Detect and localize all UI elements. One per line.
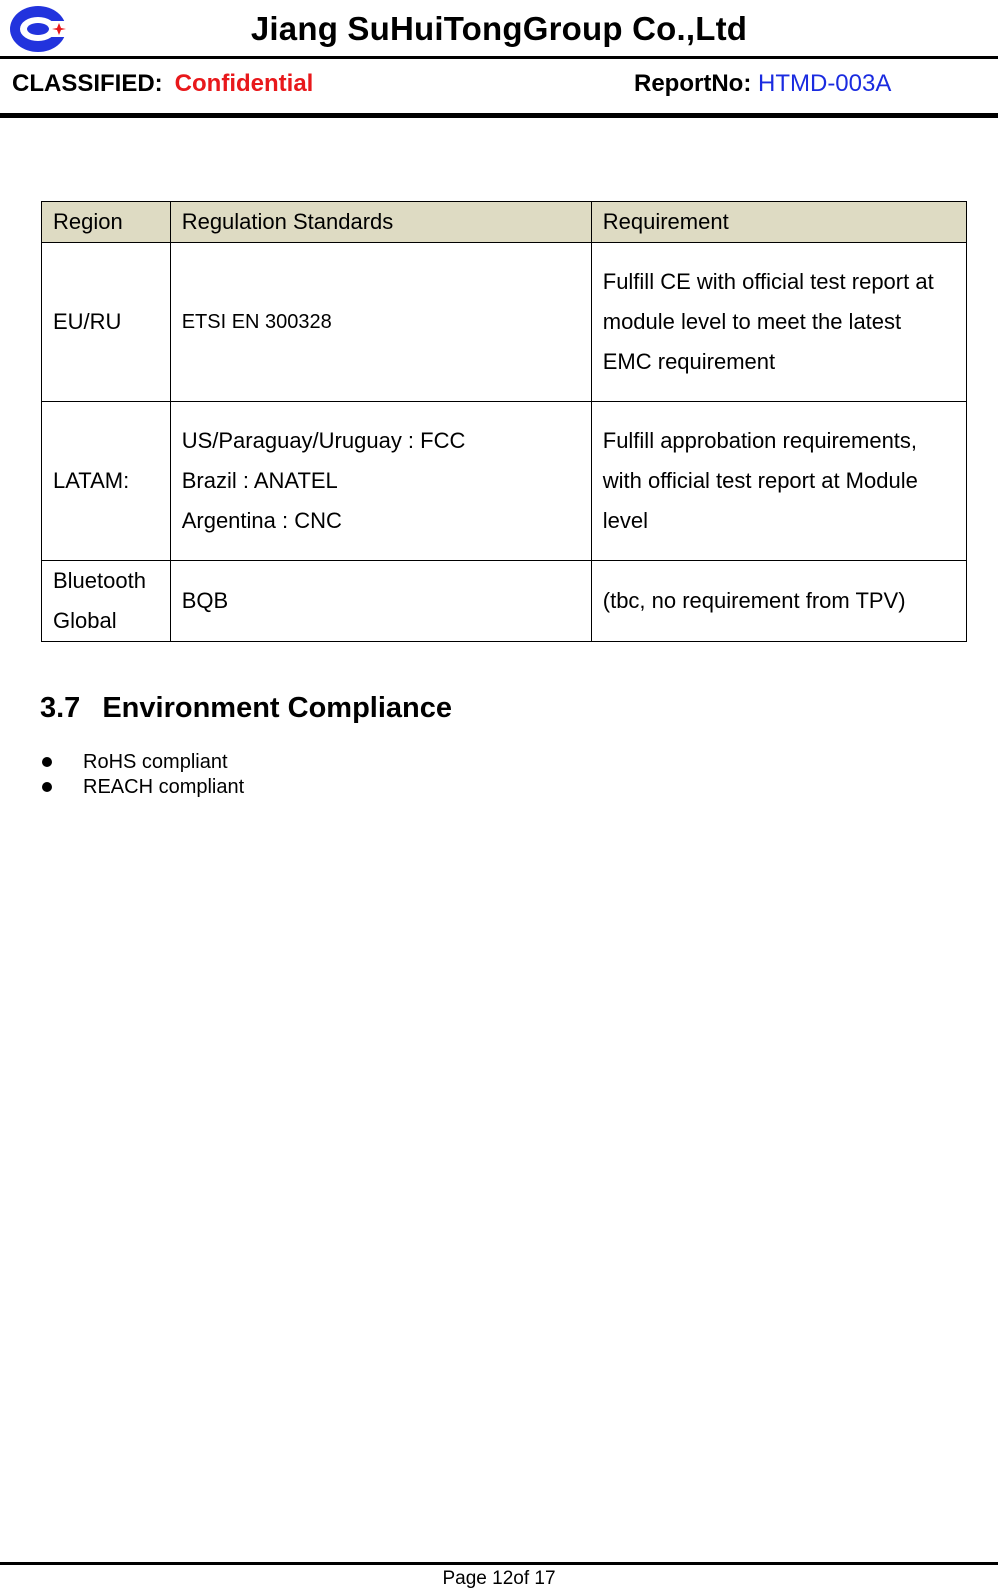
header-rule	[0, 56, 998, 59]
section-number: 3.7	[40, 692, 81, 724]
list-item-label: RoHS compliant	[83, 751, 228, 773]
list-item-label: REACH compliant	[83, 776, 245, 798]
cell-standards: ETSI EN 300328	[170, 243, 591, 402]
cell-region: LATAM:	[42, 402, 171, 561]
table-header-row	[42, 202, 967, 243]
header-rule-thick	[0, 113, 998, 118]
section-title: Environment Compliance	[102, 692, 452, 724]
list-item	[40, 775, 244, 800]
report-label: ReportNo:	[634, 70, 752, 97]
classification	[12, 70, 313, 98]
cell-region: Bluetooth Global	[42, 561, 171, 642]
section-heading	[40, 692, 452, 725]
cell-standards: BQB	[170, 561, 591, 642]
table-row	[42, 243, 967, 402]
table-row	[42, 402, 967, 561]
header-requirement: Requirement	[591, 202, 966, 243]
company-name: Jiang SuHuiTongGroup Co.,Ltd	[250, 10, 748, 47]
bullet-icon	[42, 757, 52, 767]
standard-line: Argentina : CNC	[181, 508, 342, 533]
cell-requirement: (tbc, no requirement from TPV)	[591, 561, 966, 642]
report-value: HTMD-003A	[758, 70, 892, 97]
bullet-icon	[42, 782, 52, 792]
cell-requirement: Fulfill CE with official test report at module level to meet the latest EMC requirement	[591, 243, 966, 402]
table-row	[42, 561, 967, 642]
classified-label: CLASSIFIED:	[12, 70, 163, 97]
cell-region: EU/RU	[42, 243, 171, 402]
header-standards: Regulation Standards	[170, 202, 591, 243]
cell-requirement: Fulfill approbation requirements, with official test report at Module level	[591, 402, 966, 561]
standard-line: Brazil : ANATEL	[181, 468, 338, 493]
page-number: Page 12of 17	[442, 1568, 556, 1589]
standard-line: US/Paraguay/Uruguay : FCC	[181, 428, 466, 453]
compliance-list	[40, 750, 244, 800]
header-region: Region	[42, 202, 171, 243]
classified-value: Confidential	[174, 70, 314, 97]
cell-standards	[170, 402, 591, 561]
list-item	[40, 750, 244, 775]
regulation-table	[41, 201, 967, 642]
footer-rule	[0, 1562, 998, 1565]
report-number	[634, 70, 891, 98]
